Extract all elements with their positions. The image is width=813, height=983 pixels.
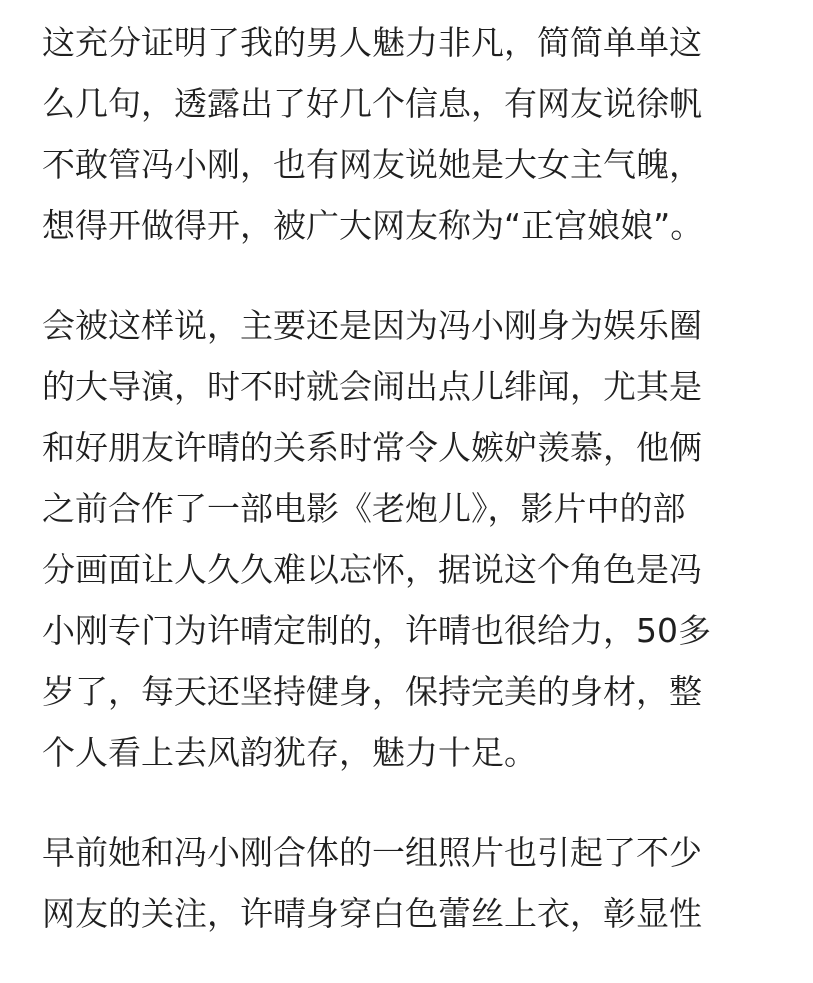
text-line: 分画面让人久久难以忘怀，据说这个角色是冯 — [42, 550, 702, 589]
text-line: 会被这样说，主要还是因为冯小刚身为娱乐圈 — [42, 306, 702, 345]
paragraph-3 — [42, 822, 782, 944]
text-line: 么几句，透露出了好几个信息，有网友说徐帆 — [42, 84, 702, 123]
text-line: 岁了，每天还坚持健身，保持完美的身材，整 — [42, 672, 702, 711]
text-line: 早前她和冯小刚合体的一组照片也引起了不少 — [42, 833, 702, 872]
text-line: 个人看上去风韵犹存，魅力十足。 — [42, 733, 537, 772]
text-line: 网友的关注，许晴身穿白色蕾丝上衣，彰显性 — [42, 894, 702, 933]
text-line: 这充分证明了我的男人魅力非凡，简简单单这 — [42, 23, 702, 62]
text-line: 想得开做得开，被广大网友称为“正宫娘娘”。 — [42, 206, 704, 245]
paragraph-1 — [42, 12, 782, 256]
paragraph-2 — [42, 295, 782, 783]
text-line: 不敢管冯小刚，也有网友说她是大女主气魄， — [42, 145, 702, 184]
text-line: 的大导演，时不时就会闹出点儿绯闻，尤其是 — [42, 367, 702, 406]
text-line: 小刚专门为许晴定制的，许晴也很给力，50多 — [42, 611, 711, 650]
article-body — [42, 12, 782, 983]
text-line: 和好朋友许晴的关系时常令人嫉妒羡慕，他俩 — [42, 428, 702, 467]
text-line: 之前合作了一部电影《老炮儿》，影片中的部 — [42, 489, 686, 528]
